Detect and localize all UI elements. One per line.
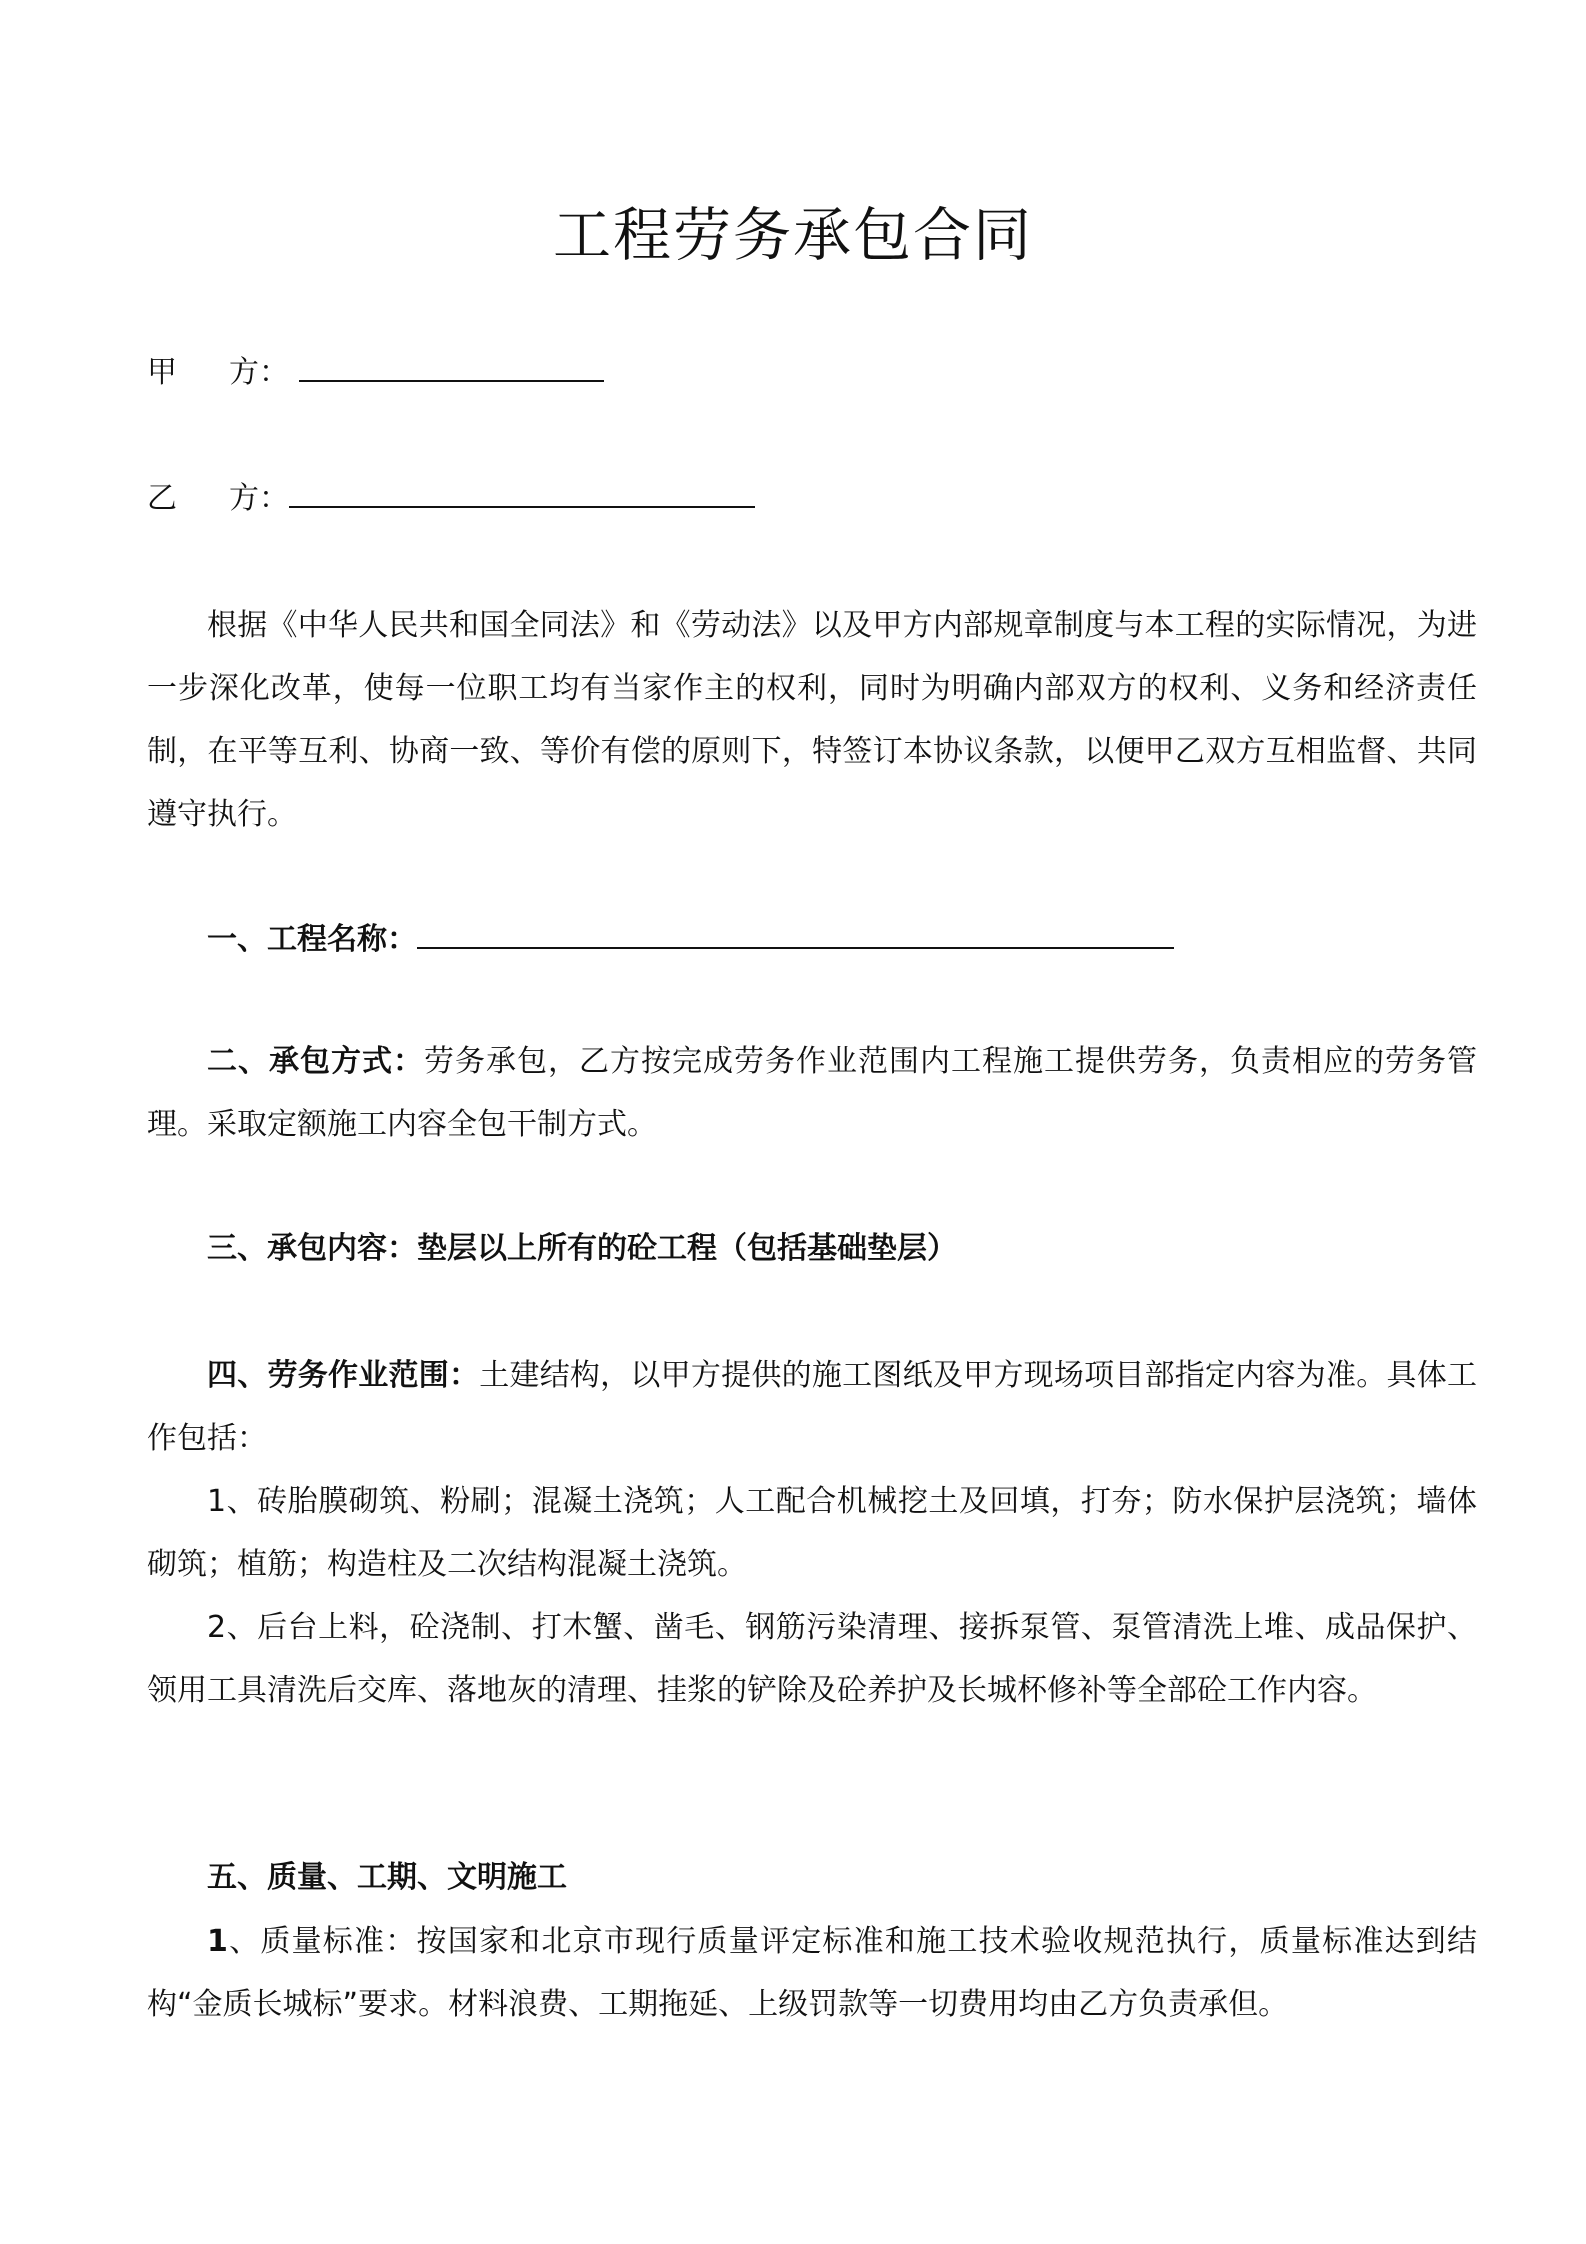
section-5-item-1 — [147, 1910, 1477, 2036]
party-a-label-1: 甲 — [147, 355, 177, 390]
party-b-line — [147, 476, 755, 521]
section-5-item-1-number: 1 — [207, 1924, 228, 1959]
section-4-item-2: 2、后台上料，砼浇制、打木蟹、凿毛、钢筋污染清理、接拆泵管、泵管清洗上堆、成品保护、领用工具清洗后交库、落地灰的清理、挂浆的铲除及砼养护及长城杯修补等全部砼工作内容。 — [147, 1610, 1477, 1708]
party-b-label-1: 乙 — [147, 481, 177, 516]
intro-paragraph: 根据《中华人民共和国全同法》和《劳动法》以及甲方内部规章制度与本工程的实际情况，为进一步深化改革，使每一位职工均有当家作主的权利，同时为明确内部双方的权利、义务和经济责任制，在平等互利、协商一致、等价有偿的原则下，特签订本协议条款，以便甲乙双方互相监督、共同遵守执行。 — [147, 608, 1477, 832]
party-a-line — [147, 350, 604, 395]
section-3-text: 垫层以上所有的砼工程（包括基础垫层） — [417, 1231, 957, 1266]
section-2-paragraph — [147, 1030, 1477, 1156]
party-b-label-2: 方： — [229, 481, 289, 516]
section-4-item-1: 1、砖胎膜砌筑、粉刷；混凝土浇筑；人工配合机械挖土及回填，打夯；防水保护层浇筑；墙体砌筑；植筋；构造柱及二次结构混凝土浇筑。 — [147, 1484, 1477, 1582]
section-1-heading: 一、工程名称： — [207, 922, 417, 957]
section-4-heading: 四、劳务作业范围： — [207, 1358, 480, 1393]
section-2-heading: 二、承包方式： — [207, 1044, 424, 1079]
section-1-line — [207, 917, 1174, 962]
project-name-blank[interactable] — [417, 917, 1174, 949]
party-b-blank[interactable] — [289, 476, 755, 508]
section-2-text: 劳务承包，乙方按完成劳务作业范围内工程施工提供劳务，负责相应的劳务管理。采取定额施工内容全包干制方式。 — [147, 1044, 1477, 1142]
party-a-label-2: 方： — [229, 355, 289, 390]
section-5-heading: 五、质量、工期、文明施工 — [207, 1860, 567, 1895]
section-3-line — [207, 1227, 957, 1271]
section-5-item-1-text: 、质量标准：按国家和北京市现行质量评定标准和施工技术验收规范执行，质量标准达到结构“金质长城标”要求。材料浪费、工期拖延、上级罚款等一切费用均由乙方负责承但。 — [147, 1924, 1477, 2022]
section-3-heading: 三、承包内容： — [207, 1231, 417, 1266]
section-4-paragraph — [147, 1344, 1477, 1470]
section-4-text: 土建结构，以甲方提供的施工图纸及甲方现场项目部指定内容为准。具体工作包括： — [147, 1358, 1478, 1456]
party-a-blank[interactable] — [299, 350, 604, 382]
page-title: 工程劳务承包合同 — [552, 201, 1033, 269]
